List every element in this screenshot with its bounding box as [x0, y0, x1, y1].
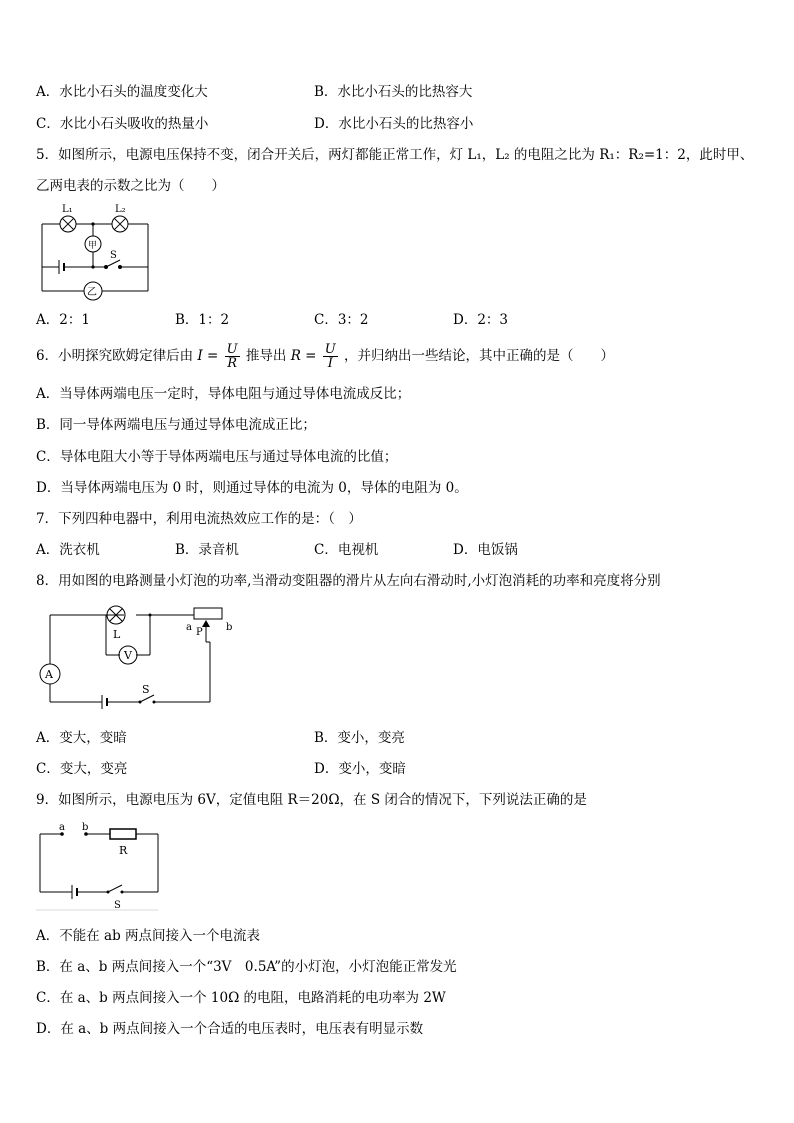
q8-label-s: S: [142, 683, 150, 696]
q5-option-d: D．2：3: [453, 312, 509, 328]
q6-option-a: A．当导体两端电压一定时，导体电阻与通过导体电流成反比；: [36, 386, 411, 402]
q5-meter-jia: 甲: [88, 241, 98, 251]
q5-meter-yi: 乙: [87, 287, 97, 298]
q5-label-l1: L₁: [62, 204, 73, 215]
q9-option-c: C．在 a、b 两点间接入一个 10Ω 的电阻，电路消耗的电功率为 2W: [36, 990, 446, 1006]
q6-formula2-lhs: R: [290, 348, 301, 364]
q9-label-b: b: [82, 822, 89, 833]
q9-label-s: S: [114, 900, 121, 911]
q6-stem-mid: 推导出: [245, 348, 287, 364]
q8-stem: 8．用如图的电路测量小灯泡的功率,当滑动变阻器的滑片从左向右滑动时,小灯泡消耗的功率和亮度将分别: [36, 573, 661, 589]
q6-formula2-fraction: $\frac{U}{I}$: [324, 342, 336, 371]
q9-label-a: a: [59, 822, 65, 833]
q5-label-l2: L₂: [115, 204, 126, 215]
q9-circuit-diagram: [36, 820, 166, 912]
q7-option-c: C．电视机: [314, 542, 379, 558]
q4-option-a: A．水比小石头的温度变化大: [36, 84, 208, 100]
q8-option-d: D．变小，变暗: [314, 761, 406, 777]
q8-label-end-a: a: [186, 622, 192, 633]
q6-stem-pre: 6．小明探究欧姆定律后由: [36, 348, 194, 364]
q5-stem-line2: 乙两电表的示数之比为（ ）: [36, 178, 225, 194]
q8-option-a: A．变大，变暗: [36, 730, 127, 746]
q5-label-s: S: [110, 250, 117, 261]
q5-option-a: A．2：1: [36, 312, 90, 328]
q8-option-b: B．变小，变亮: [314, 730, 405, 746]
q6-stem: 6．小明探究欧姆定律后由 I = $\frac{U}{R}$ 推导出 R = $\frac{U}{I}$ ，并归纳出一些结论，其中正确的是（ ）: [36, 342, 615, 371]
q9-option-b: B．在 a、b 两点间接入一个“3V 0.5A”的小灯泡，小灯泡能正常发光: [36, 959, 457, 975]
q8-label-v: V: [124, 649, 132, 662]
q9-option-a: A．不能在 ab 两点间接入一个电流表: [36, 928, 261, 944]
q9-option-d: D．在 a、b 两点间接入一个合适的电压表时，电压表有明显示数: [36, 1021, 424, 1037]
q6-option-d: D．当导体两端电压为 0 时，则通过导体的电流为 0，导体的电阻为 0。: [36, 480, 468, 496]
q4-option-b: B．水比小石头的比热容大: [314, 84, 473, 100]
q5-option-b: B．1：2: [175, 312, 230, 328]
q7-option-b: B．录音机: [175, 542, 239, 558]
q5-stem-line1: 5．如图所示，电源电压保持不变，闭合开关后，两灯都能正常工作，灯 L₁，L₂ 的电阻之比为 R₁：R₂=1：2，此时甲、: [36, 147, 754, 163]
q8-option-c: C．变大，变亮: [36, 761, 128, 777]
q6-option-b: B．同一导体两端电压与通过导体电流成正比；: [36, 417, 316, 433]
q8-label-end-b: b: [226, 622, 233, 633]
q8-label-l: L: [113, 628, 121, 641]
q6-formula1-fraction: $\frac{U}{R}$: [226, 342, 238, 371]
q8-label-a: A: [45, 668, 53, 681]
q8-circuit-diagram: [36, 602, 246, 714]
q4-option-c: C．水比小石头吸收的热量小: [36, 116, 209, 132]
q7-option-a: A．洗衣机: [36, 542, 100, 558]
q8-label-p: P: [196, 627, 203, 638]
q9-label-r: R: [119, 844, 128, 857]
q9-stem: 9．如图所示，电源电压为 6V，定值电阻 R＝20Ω，在 S 闭合的情况下，下列说法正确的是: [36, 792, 587, 808]
q6-option-c: C．导体电阻大小等于导体两端电压与通过导体电流的比值；: [36, 449, 398, 465]
q5-circuit-diagram: [36, 200, 156, 302]
q6-formula1-lhs: I: [197, 348, 203, 364]
q5-option-c: C．3：2: [314, 312, 369, 328]
q6-stem-post: ，并归纳出一些结论，其中正确的是（ ）: [344, 348, 615, 364]
q4-option-d: D．水比小石头的比热容小: [314, 116, 474, 132]
q7-stem: 7．下列四种电器中，利用电流热效应工作的是：（ ）: [36, 511, 362, 527]
q7-option-d: D．电饭锅: [453, 542, 518, 558]
